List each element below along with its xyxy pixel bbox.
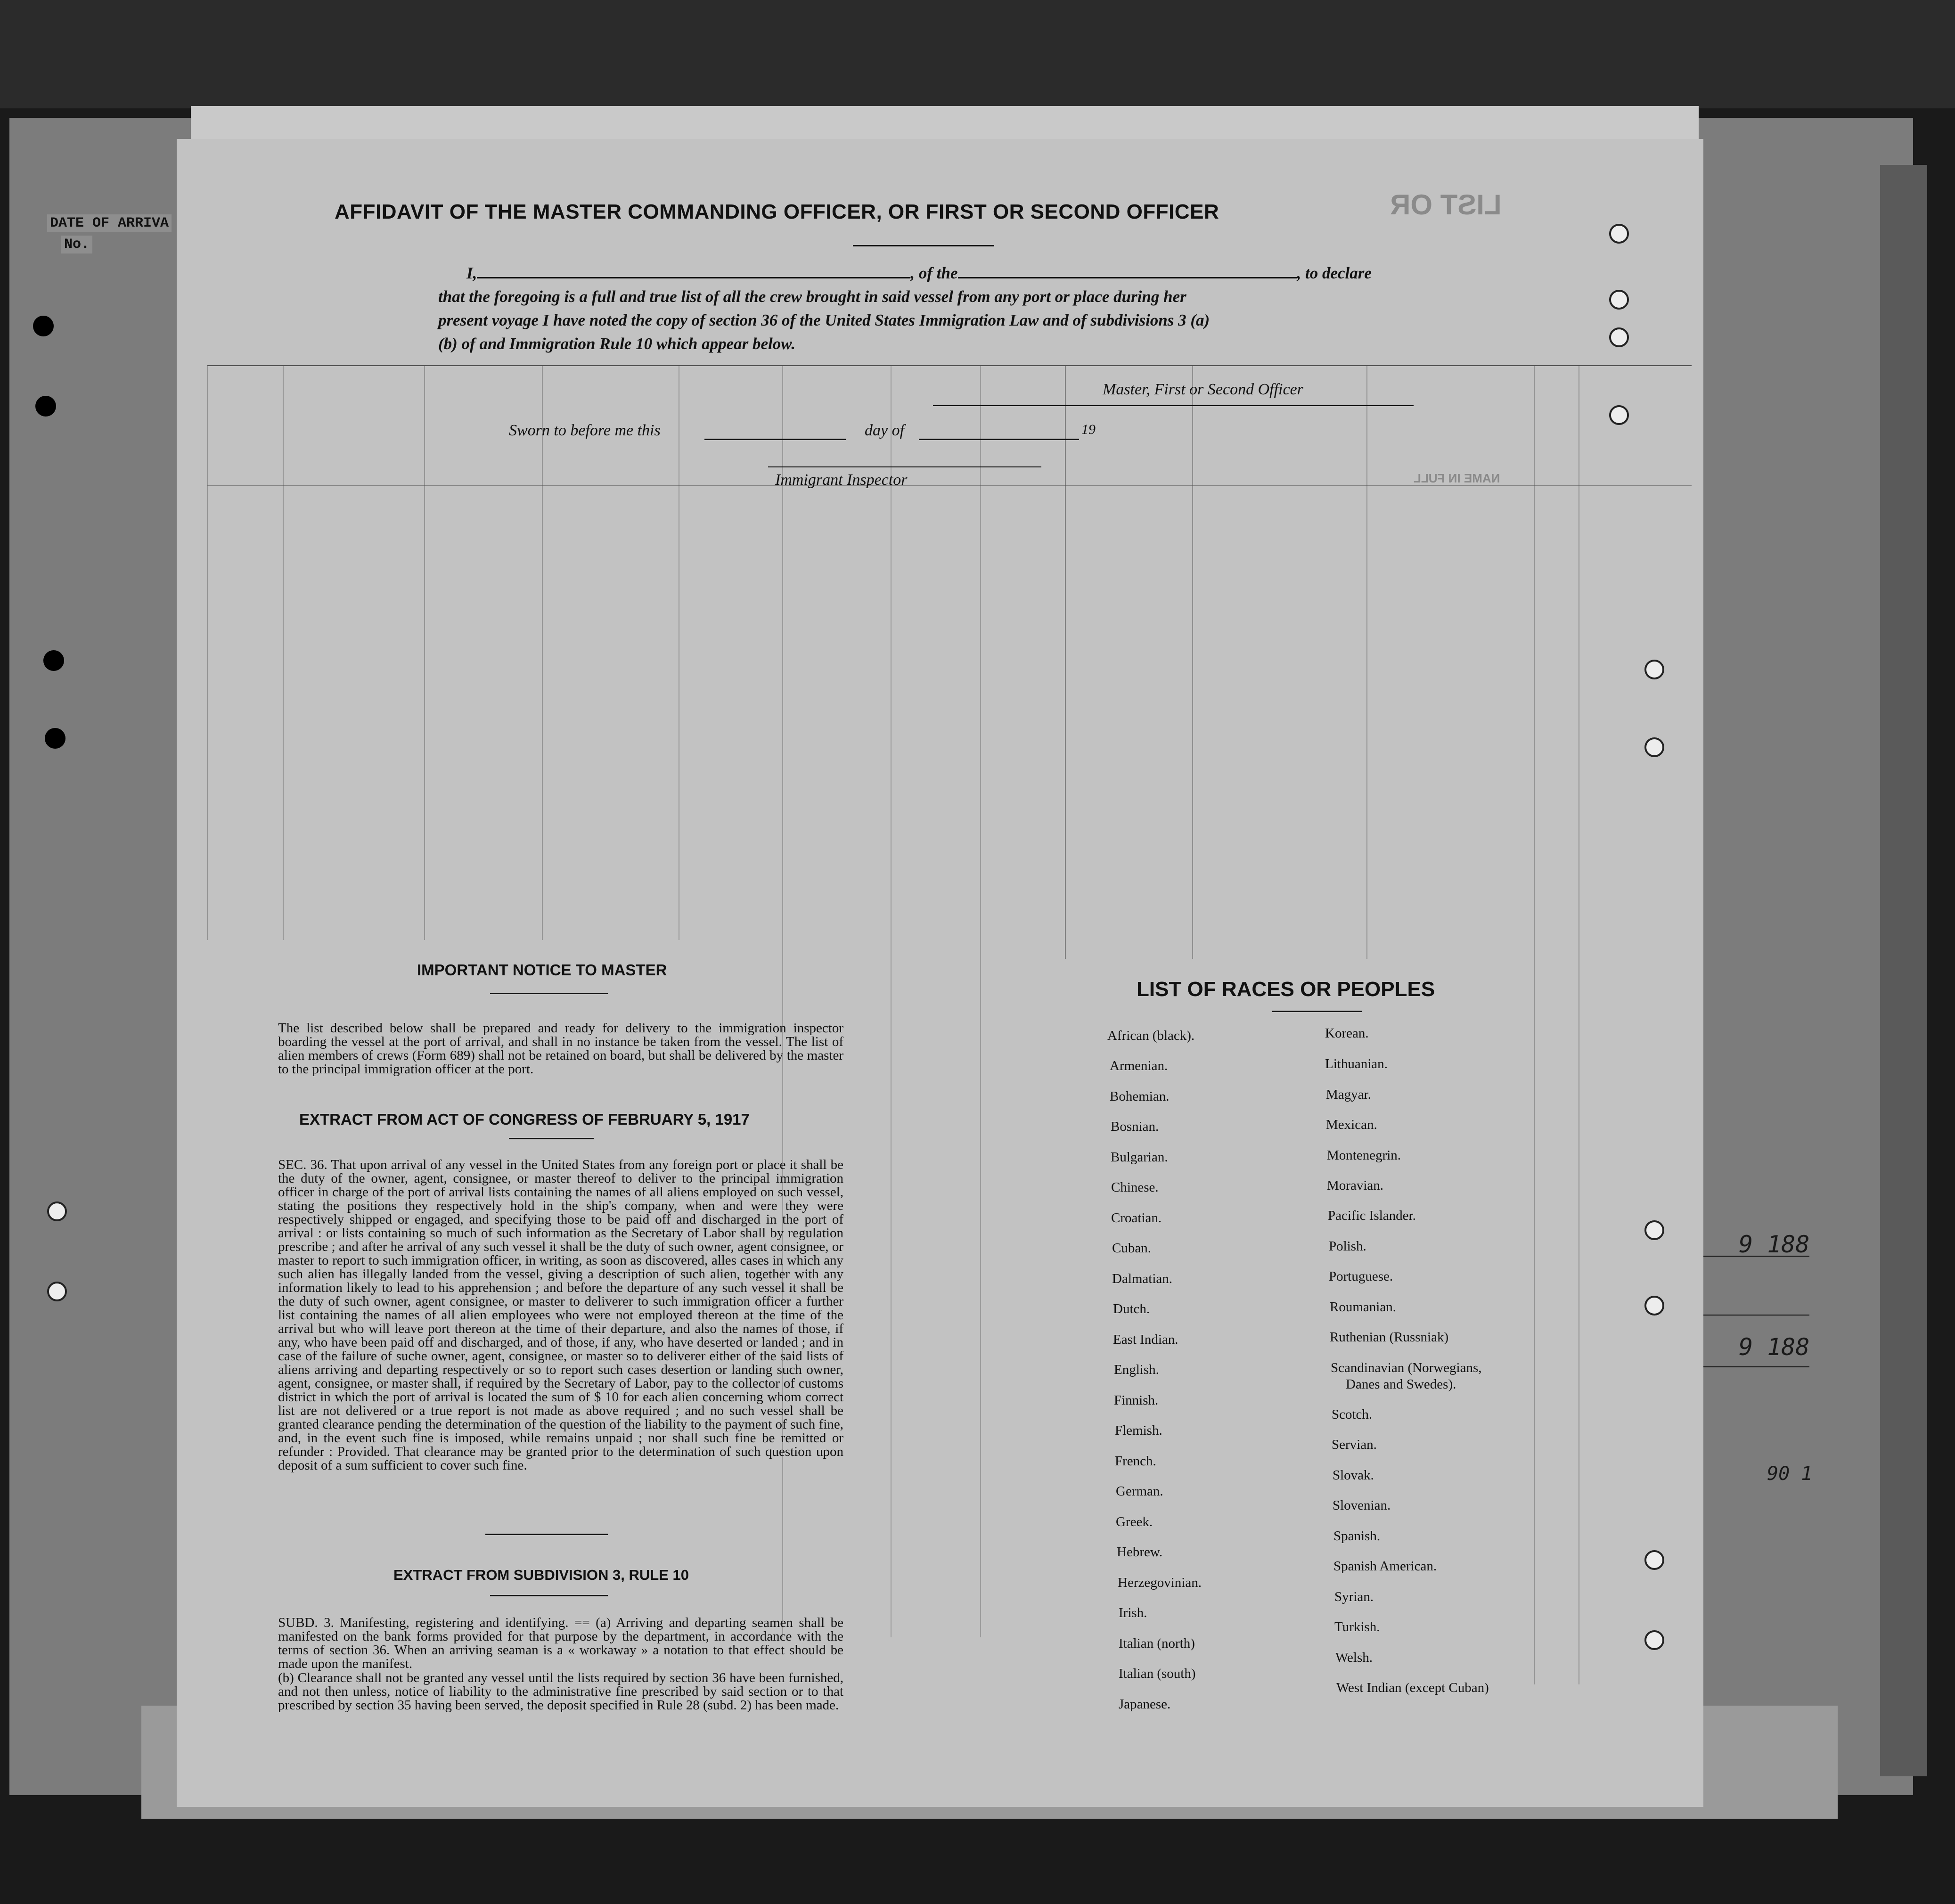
page-ring xyxy=(1609,405,1629,425)
race-item: Armenian. xyxy=(1110,1058,1168,1073)
race-item: Irish. xyxy=(1119,1605,1147,1620)
race-item: German. xyxy=(1116,1484,1163,1499)
rule-separator xyxy=(485,1534,608,1535)
bleed-through-heading: LIST OR xyxy=(1390,189,1502,221)
handwritten-note: 90 1 xyxy=(1767,1463,1813,1485)
race-item: Portuguese. xyxy=(1329,1269,1393,1284)
scan-background-top xyxy=(0,0,1955,108)
notice-underline xyxy=(490,993,608,994)
binder-hole xyxy=(33,316,54,336)
race-item: Moravian. xyxy=(1327,1178,1383,1193)
handwritten-note: 9 188 xyxy=(1739,1333,1810,1361)
inspector-signature-line[interactable] xyxy=(768,466,1041,467)
declaration-line-3: present voyage I have noted the copy of section 36 of the United States Immigration Law and of subdivisions 3 (a) xyxy=(438,311,1210,329)
race-item: East Indian. xyxy=(1113,1332,1178,1347)
table-column-rule xyxy=(283,365,284,940)
table-column-rule xyxy=(1534,365,1535,1684)
page-ring xyxy=(1609,290,1629,310)
declaration-line-2: that the foregoing is a full and true list of all the crew brought in said vessel from any port or place during her xyxy=(438,287,1186,306)
table-column-rule xyxy=(1192,365,1193,959)
race-item: Italian (south) xyxy=(1119,1666,1196,1681)
table-column-rule xyxy=(891,365,892,1637)
race-item: Welsh. xyxy=(1335,1650,1373,1665)
race-item: Korean. xyxy=(1325,1026,1369,1041)
race-item: Slovak. xyxy=(1333,1468,1374,1483)
binder-hole xyxy=(43,650,64,671)
race-item: Lithuanian. xyxy=(1325,1056,1388,1071)
rule-extract-body-b: (b) Clearance shall not be granted any vessel until the lists required by section 36 have been furnished, and not then unless, notice of liability to the administrative fine prescribed by said section or to that prescribed by section 35 having been served, the deposit specified in Rule 28 (subd. 2) has been made. xyxy=(278,1670,843,1713)
race-item: Flemish. xyxy=(1115,1423,1162,1438)
page-ring xyxy=(1609,327,1629,347)
page-ring xyxy=(1644,660,1664,679)
race-item: Syrian. xyxy=(1334,1589,1374,1604)
rule-extract-body-a: SUBD. 3. Manifesting, registering and identifying. == (a) Arriving and departing seamen shall be manifested on the bank forms provided for that purpose by the department, in accordance with the terms of section 36. When an arriving seaman is a « workaway » a notation to that effect should be made upon the manifest. xyxy=(278,1615,843,1671)
race-item: Roumanian. xyxy=(1330,1299,1396,1315)
binder-hole xyxy=(45,728,65,749)
page-ring xyxy=(1609,224,1629,244)
race-item: Danes and Swedes). xyxy=(1346,1377,1456,1392)
of-the-label: , of the xyxy=(910,264,958,282)
declaration-line-4: (b) of and Immigration Rule 10 which appear below. xyxy=(438,335,796,353)
year-label: 19 xyxy=(1081,422,1096,437)
table-top-rule xyxy=(207,365,1692,366)
document-page xyxy=(177,139,1703,1807)
binder-hole xyxy=(35,396,56,417)
i-label: I, xyxy=(466,264,477,282)
table-column-rule xyxy=(980,365,981,1637)
name-blank[interactable] xyxy=(477,265,910,278)
bleed-through-column: NAME IN FULL xyxy=(1414,471,1500,485)
vessel-blank[interactable] xyxy=(958,265,1297,278)
race-item: Ruthenian (Russniak) xyxy=(1330,1330,1449,1345)
race-item: Hebrew. xyxy=(1117,1544,1163,1560)
act-extract-title: EXTRACT FROM ACT OF CONGRESS OF FEBRUARY 5, 1917 xyxy=(299,1111,750,1128)
binder-ring xyxy=(47,1282,67,1301)
master-signature-line[interactable] xyxy=(933,405,1414,406)
race-item: Dutch. xyxy=(1113,1301,1150,1316)
race-item: Bosnian. xyxy=(1111,1119,1159,1134)
affidavit-title: AFFIDAVIT OF THE MASTER COMMANDING OFFICER, OR FIRST OR SECOND OFFICER xyxy=(335,200,1219,223)
race-item: Magyar. xyxy=(1326,1087,1371,1102)
rule-underline xyxy=(490,1595,608,1596)
race-item: Servian. xyxy=(1332,1437,1377,1452)
table-column-rule xyxy=(542,365,543,940)
handwritten-rule xyxy=(1703,1315,1809,1316)
page-ring xyxy=(1644,737,1664,757)
inspector-label: Immigrant Inspector xyxy=(775,471,908,489)
title-underline xyxy=(853,245,994,246)
act-underline xyxy=(509,1138,594,1139)
page-ring xyxy=(1644,1220,1664,1240)
race-item: Bohemian. xyxy=(1110,1089,1170,1104)
table-column-rule xyxy=(1366,365,1367,959)
race-item: Croatian. xyxy=(1111,1210,1162,1226)
margin-date-of-arrival: DATE OF ARRIVA xyxy=(47,214,172,232)
race-item: African (black). xyxy=(1107,1028,1195,1043)
month-blank[interactable] xyxy=(919,426,1079,440)
race-item: Cuban. xyxy=(1112,1241,1151,1256)
races-title: LIST OF RACES OR PEOPLES xyxy=(1137,978,1435,1001)
race-item: West Indian (except Cuban) xyxy=(1336,1680,1489,1695)
race-item: Spanish American. xyxy=(1333,1559,1437,1574)
margin-no-label: No. xyxy=(61,236,92,253)
race-item: Scandinavian (Norwegians, xyxy=(1331,1360,1482,1375)
race-item: Montenegrin. xyxy=(1327,1148,1401,1163)
page-ring xyxy=(1644,1630,1664,1650)
race-item: Mexican. xyxy=(1326,1117,1377,1132)
race-item: French. xyxy=(1115,1454,1156,1469)
sworn-day-blank[interactable] xyxy=(704,426,846,440)
race-item: English. xyxy=(1114,1362,1159,1377)
handwritten-note: 9 188 xyxy=(1739,1231,1810,1258)
master-officer-label: Master, First or Second Officer xyxy=(1103,381,1303,398)
race-item: Slovenian. xyxy=(1333,1498,1391,1513)
table-column-rule xyxy=(1065,365,1066,959)
declaration-line-1 xyxy=(466,264,1372,283)
binder-ring xyxy=(47,1201,67,1221)
race-item: Pacific Islander. xyxy=(1328,1208,1416,1223)
notice-body: The list described below shall be prepared and ready for delivery to the immigration inspector boarding the vessel at the port of arrival, and shall in no instance be taken from the vessel. The list of alien members of crews (Form 689) shall not be retained on board, but shall be delivered by the master to the principal immigration officer at the port. xyxy=(278,1021,843,1077)
race-item: Spanish. xyxy=(1333,1528,1381,1544)
table-column-rule xyxy=(207,365,208,940)
race-item: Herzegovinian. xyxy=(1118,1575,1202,1590)
back-sheet-edge xyxy=(1880,165,1927,1776)
sworn-label: Sworn to before me this xyxy=(509,422,661,439)
race-item: Greek. xyxy=(1116,1514,1153,1529)
page-ring xyxy=(1644,1296,1664,1316)
race-item: Japanese. xyxy=(1119,1697,1171,1712)
day-of-label: day of xyxy=(865,422,905,439)
race-item: Bulgarian. xyxy=(1111,1150,1168,1165)
page-ring xyxy=(1644,1550,1664,1570)
rule-extract-title: EXTRACT FROM SUBDIVISION 3, RULE 10 xyxy=(393,1567,689,1583)
table-column-rule xyxy=(424,365,425,940)
races-underline xyxy=(1272,1011,1362,1012)
notice-title: IMPORTANT NOTICE TO MASTER xyxy=(417,961,667,979)
race-item: Dalmatian. xyxy=(1112,1271,1173,1286)
race-item: Italian (north) xyxy=(1119,1636,1195,1651)
to-declare-label: , to declare xyxy=(1297,264,1372,282)
race-item: Chinese. xyxy=(1111,1180,1159,1195)
act-extract-body: SEC. 36. That upon arrival of any vessel in the United States from any foreign port or place it shall be the duty of the owner, agent, consignee, or master thereof to deliver to the principal immigration officer in charge of the port of arrival lists containing the names of all aliens employed on such vessel, stating the positions they respectively hold in the ship's company, when and were they were respectively shipped or engaged, and specifying those to be paid off and discharged in the port of arrival : or lists containing so much of such information as the Secretary of Labor shall by regulation prescribe ; and after he arrival of any such vessel it shall be the duty of such owner, agent consignee, or master to report to such immigration officer, in writing, as soon as discovered, alles cases in which any such alien has illegally landed from the vessel, giving a description of such alien, together with any information likely to lead to his apprehension ; and before the departure of any such vessel it shall be the duty of such owner, agent consignee, or master to deliverer to such immigration officer a further list containing the names of all alien employees who were not employed thereon at the time of the arrival but who will leave port thereon at the time of their departure, and also the names of those, if any, who have been paid off and discharged, and of those, if any, who have deserted or landed ; and in case of the failure of suche owner, agent, consignee, or master so to deliverer either of the said lists of aliens arriving and departing respectively or so to report such cases desertion or landing such owner, agent, consignee, or master shall, if required by the Secretary of Labor, pay to the collector of customs district in which the port of arrival is located the sum of $ 10 for each alien concerning whom correct list are not delivered or a true report is not made as above required ; and no such vessel shall be granted clearance pending the determination of the question of the liability to the payment of such fine, and, in the event such fine is imposed, while remains unpaid ; nor shall such fine be remitted or refunder : Provided. That clearance may be granted prior to the determination of such question upon deposit of a sum sufficient to cover such fine. xyxy=(278,1157,843,1473)
race-item: Finnish. xyxy=(1114,1393,1159,1408)
handwritten-rule xyxy=(1703,1366,1809,1367)
race-item: Turkish. xyxy=(1334,1619,1380,1634)
race-item: Scotch. xyxy=(1332,1407,1373,1422)
race-item: Polish. xyxy=(1329,1239,1366,1254)
